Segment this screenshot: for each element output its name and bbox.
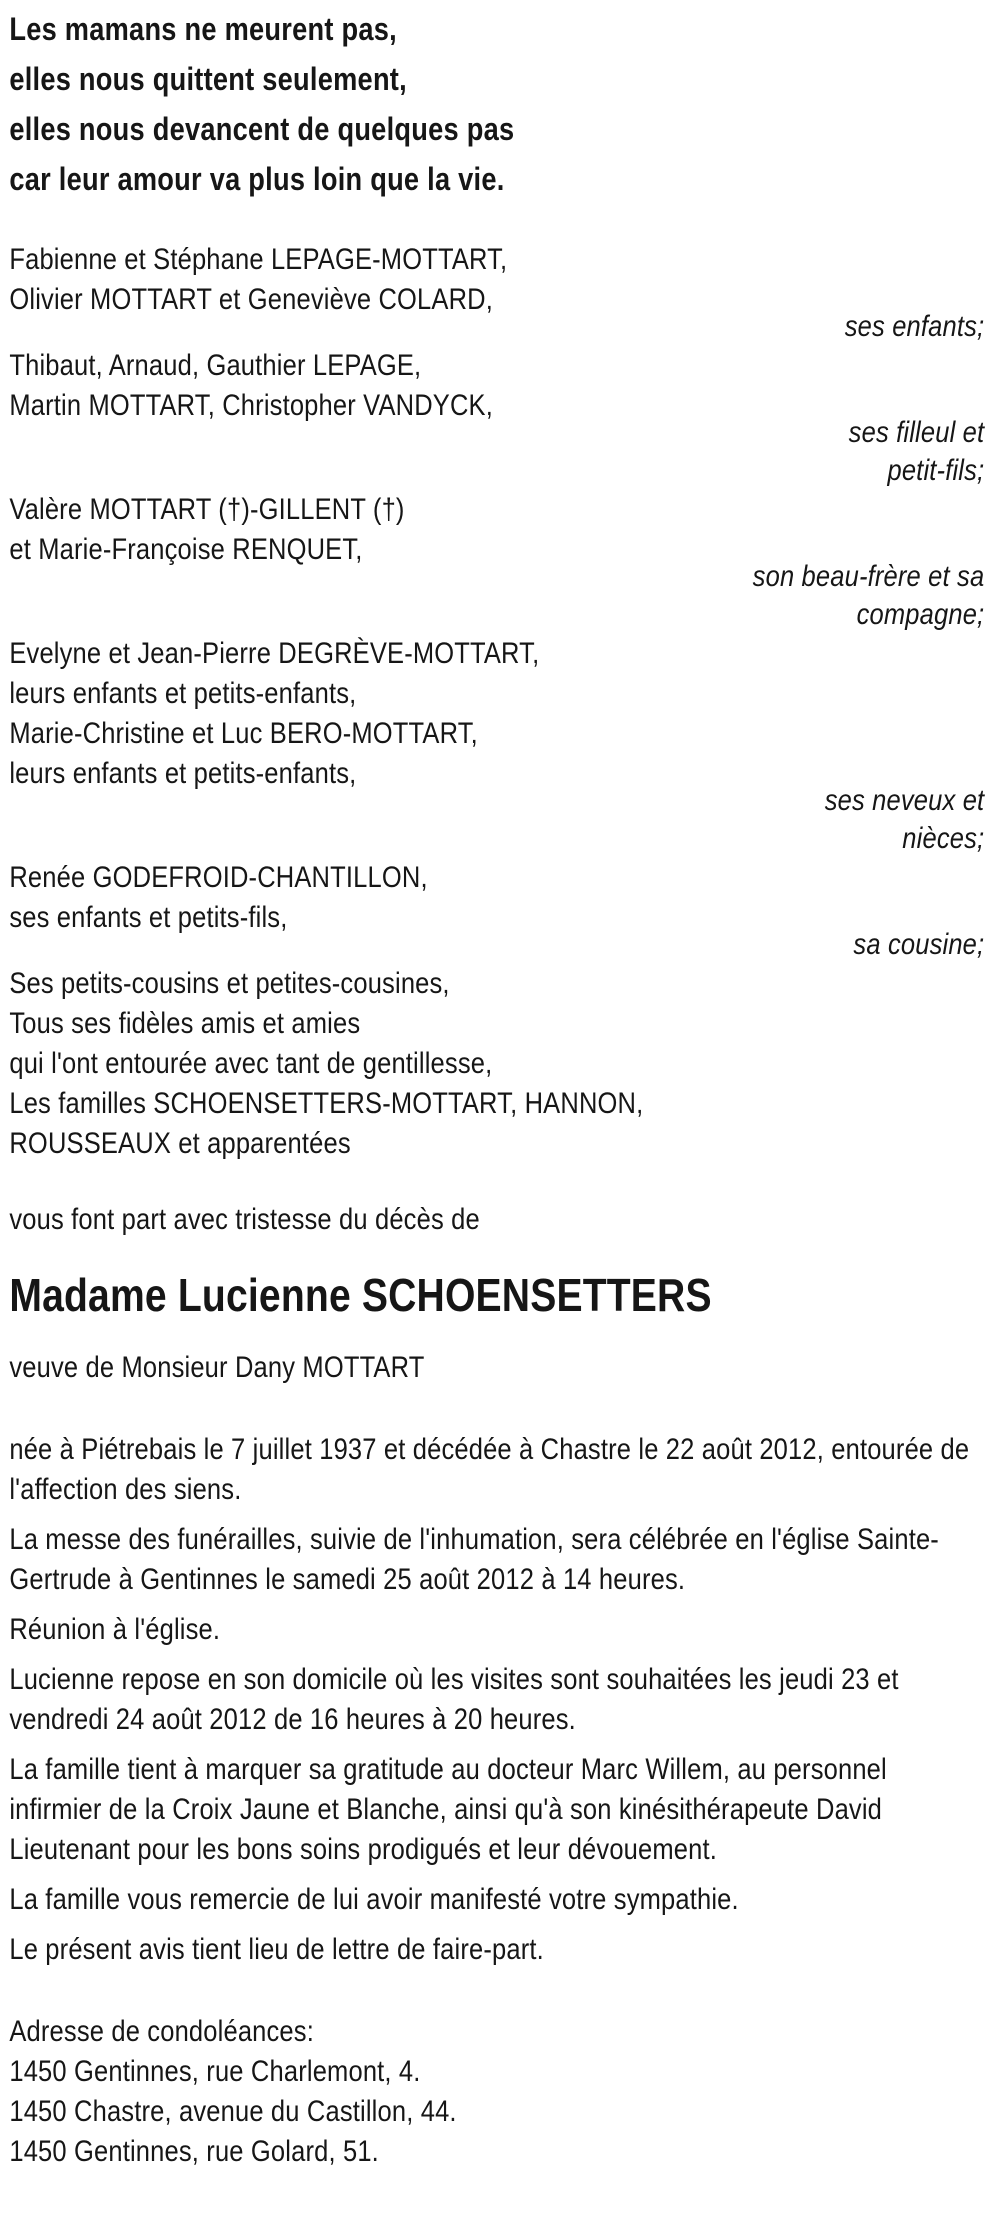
funeral-details [9,1430,984,1970]
announcement-intro: vous font part avec tristesse du décès de [9,1203,480,1236]
condolences-address: 1450 Gentinnes, rue Charlemont, 4. [9,2055,421,2088]
epigraph-poem [9,4,984,204]
relation-label: compagne; [856,598,985,631]
mourner-names-line: ses enfants et petits-fils, [9,901,288,934]
condolences-address: 1450 Gentinnes, rue Golard, 51. [9,2135,379,2168]
epigraph-line: Les mamans ne meurent pas, [9,11,397,47]
mourner-names-line: Marie-Christine et Luc BERO-MOTTART, [9,717,478,750]
condolences-heading: Adresse de condoléances: [9,2015,314,2048]
epigraph-line: elles nous quittent seulement, [9,61,407,97]
mourner-names-line: Tous ses fidèles amis et amies [9,1007,361,1040]
detail-paragraph-mass: La messe des funérailles, suivie de l'inhumation, sera célébrée en l'église Sainte-Gertrude à Gentinnes le samedi 25 août 2012 à 14 heures. [9,1523,939,1596]
mourner-group-nephews-nieces [9,634,984,858]
mourner-names-line: Valère MOTTART (†)-GILLENT (†) [9,493,405,526]
mourner-names-line: leurs enfants et petits-enfants, [9,757,357,790]
detail-paragraph-gratitude: La famille tient à marquer sa gratitude au docteur Marc Willem, au personnel infirmier de la Croix Jaune et Blanche, ainsi qu'à son kinésithérapeute David Lieutenant pour les bons soins prodigués et leur dévouement. [9,1753,887,1866]
detail-paragraph-notice: Le présent avis tient lieu de lettre de faire-part. [9,1933,544,1966]
mourner-group-friends-families [9,964,984,1164]
detail-paragraph-visits: Lucienne repose en son domicile où les visites sont souhaitées les jeudi 23 et vendredi 24 août 2012 de 16 heures à 20 heures. [9,1663,899,1736]
deceased-name: Madame Lucienne SCHOENSETTERS [9,1269,712,1321]
relation-label: ses neveux et [824,784,985,817]
mourner-names-line: Les familles SCHOENSETTERS-MOTTART, HANNON, [9,1087,644,1120]
mourner-names-line: ROUSSEAUX et apparentées [9,1127,351,1160]
relation-label: petit-fils; [887,454,985,487]
mourner-group-brother-in-law [9,490,984,634]
widow-of-line: veuve de Monsieur Dany MOTTART [9,1351,425,1384]
condolences-address: 1450 Chastre, avenue du Castillon, 44. [9,2095,457,2128]
mourner-group-cousin [9,858,984,964]
mourner-names-line: et Marie-Françoise RENQUET, [9,533,363,566]
mourner-group-godson-grandsons [9,346,984,490]
relation-label: sa cousine; [853,928,985,961]
mourner-names-line: Fabienne et Stéphane LEPAGE-MOTTART, [9,243,508,276]
mourner-names-line: leurs enfants et petits-enfants, [9,677,357,710]
mourner-names-line: Evelyne et Jean-Pierre DEGRÈVE-MOTTART, [9,637,540,670]
relation-label: ses enfants; [844,310,985,343]
mourner-group-children [9,240,984,346]
epigraph-line: car leur amour va plus loin que la vie. [9,161,505,197]
detail-paragraph-birth-death: née à Piétrebais le 7 juillet 1937 et décédée à Chastre le 22 août 2012, entourée de l'affection des siens. [9,1433,970,1506]
mourner-names-line: qui l'ont entourée avec tant de gentillesse, [9,1047,493,1080]
mourner-names-line: Thibaut, Arnaud, Gauthier LEPAGE, [9,349,422,382]
relation-label: son beau-frère et sa [752,560,985,593]
mourner-names-line: Martin MOTTART, Christopher VANDYCK, [9,389,493,422]
detail-paragraph-thanks: La famille vous remercie de lui avoir manifesté votre sympathie. [9,1883,739,1916]
mourner-names-line: Renée GODEFROID-CHANTILLON, [9,861,428,894]
mourner-names-line: Ses petits-cousins et petites-cousines, [9,967,450,1000]
detail-paragraph-meeting: Réunion à l'église. [9,1613,221,1646]
relation-label: ses filleul et [848,416,985,449]
mourner-names-line: Olivier MOTTART et Geneviève COLARD, [9,283,494,316]
relation-label: nièces; [902,822,985,855]
condolences-section [9,2012,984,2172]
epigraph-line: elles nous devancent de quelques pas [9,111,515,147]
mourners-list [9,240,984,1164]
